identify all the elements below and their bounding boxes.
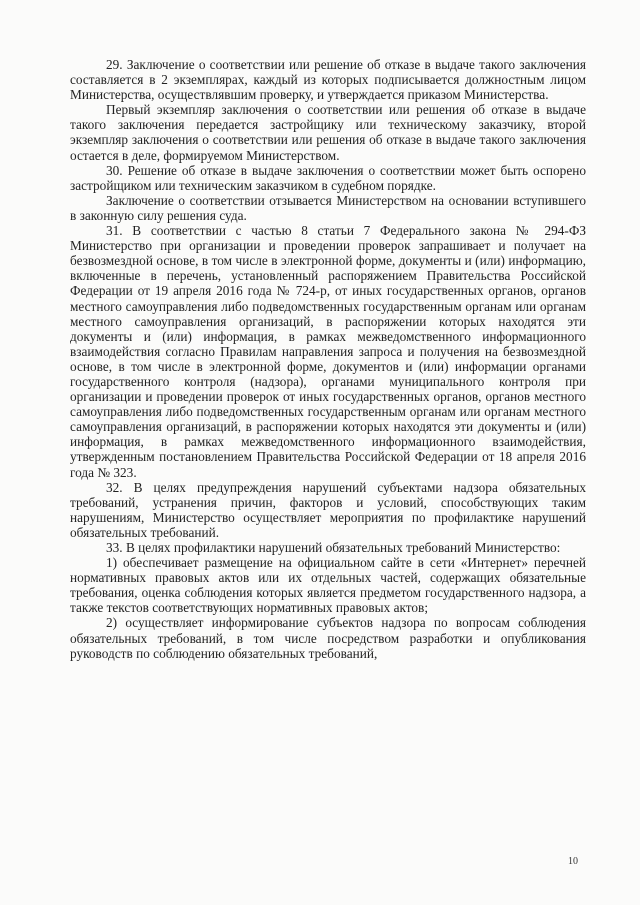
document-body	[70, 57, 586, 661]
list-item-1: 1) обеспечивает размещение на официальном сайте в сети «Интернет» перечней нормативных правовых актов или их отдельных частей, содержащих обязательные требования, оценка соблюдения которых является предметом государственного надзора, а также текстов соответствующих нормативных правовых актов;	[70, 555, 586, 616]
paragraph-30: 30. Решение об отказе в выдаче заключения о соответствии может быть оспорено застройщиком или техническим заказчиком в судебном порядке.	[70, 162, 586, 193]
list-item-2: 2) осуществляет информирование субъектов надзора по вопросам соблюдения обязательных требований, в том числе посредством разработки и опубликования руководств по соблюдению обязательных требований,	[70, 615, 586, 661]
paragraph-31: 31. В соответствии с частью 8 статьи 7 Федерального закона № 294-ФЗ Министерство при организации и проведении проверок запрашивает и получает на безвозмездной основе, в том числе в электронной форме, документы и (или) информацию, включенные в перечень, установленный распоряжением Правительства Российской Федерации от 19 апреля 2016 года № 724-р, от иных государственных органов, органов местного самоуправления либо подведомственных государственным органам или органам местного самоуправления организаций, в распоряжении которых находятся эти документы и (или) информация, в рамках межведомственного информационного взаимодействия согласно Правилам направления запроса и получения на безвозмездной основе, в том числе в электронной форме, документов и (или) информации органами государственного контроля (надзора), органами муниципального контроля при организации и проведении проверок от иных государственных органов, органов местного самоуправления либо подведомственных государственным органам или органам местного самоуправления организаций, в распоряжении которых находятся эти документы и (или) информация, в рамках межведомственного информационного взаимодействия, утвержденным постановлением Правительства Российской Федерации от 18 апреля 2016 года № 323.	[70, 223, 586, 480]
paragraph-33: 33. В целях профилактики нарушений обязательных требований Министерство:	[106, 540, 561, 555]
paragraph-29-copies: Первый экземпляр заключения о соответствии или решения об отказе в выдаче такого заключения передается застройщику или техническому заказчику, второй экземпляр заключения о соответствии или решения об отказе в выдаче такого заключения остается в деле, формируемом Министерством.	[70, 102, 586, 163]
paragraph-29: 29. Заключение о соответствии или решение об отказе в выдаче такого заключения составляется в 2 экземплярах, каждый из которых подписывается должностным лицом Министерства, осуществлявшим проверку, и утверждается приказом Министерства.	[70, 57, 586, 103]
paragraph-32: 32. В целях предупреждения нарушений субъектами надзора обязательных требований, устранения причин, факторов и условий, способствующих таким нарушениям, Министерство осуществляет мероприятия по профилактике нарушений обязательных требований.	[70, 479, 586, 540]
paragraph-30-revocation: Заключение о соответствии отзывается Министерством на основании вступившего в законную силу решения суда.	[70, 192, 586, 223]
page-number: 10	[568, 856, 578, 867]
